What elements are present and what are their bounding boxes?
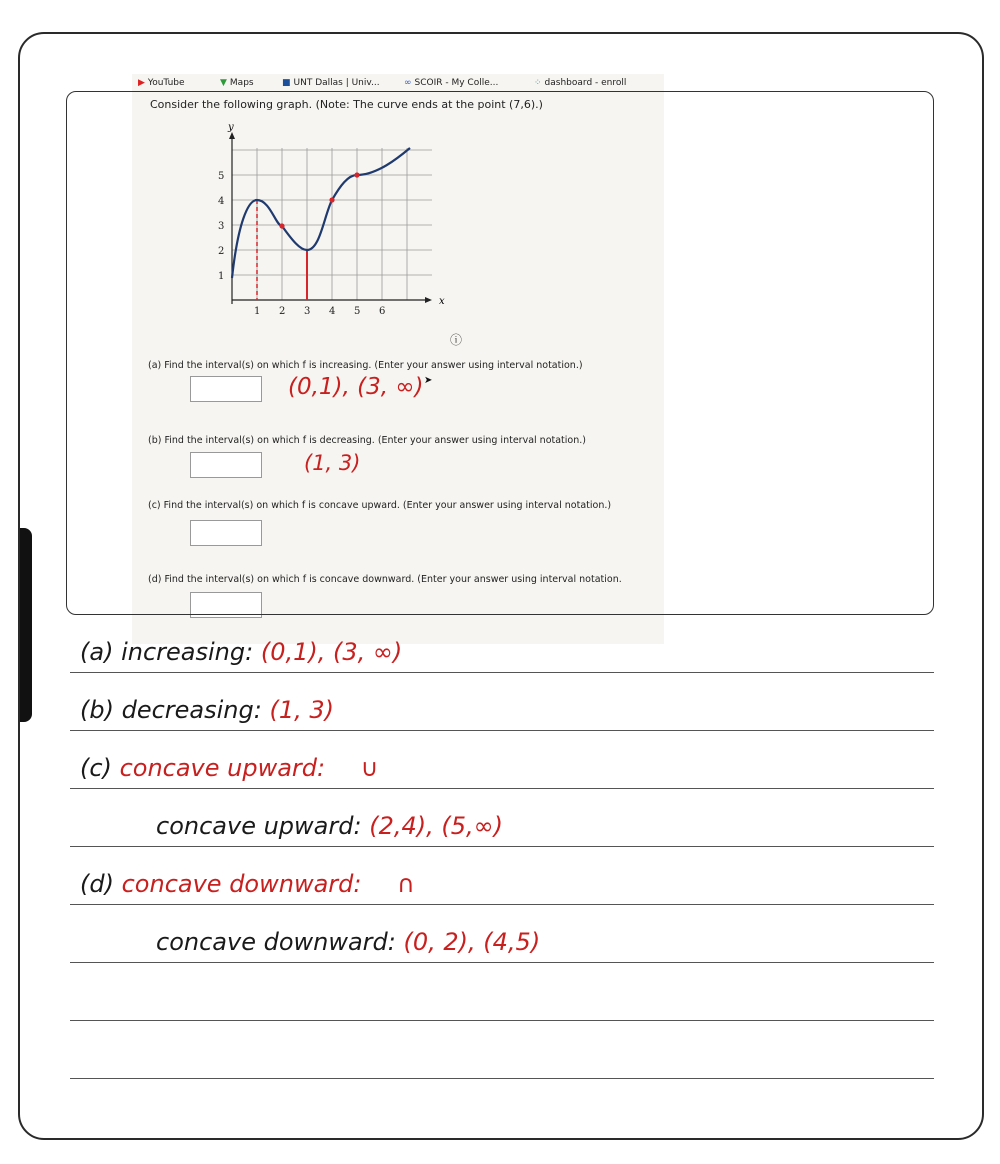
- note-concave-upward-heading: [80, 754, 378, 782]
- note-increasing: [80, 638, 402, 666]
- y-tick: 3: [218, 221, 225, 232]
- note-label: concave upward:: [156, 812, 362, 840]
- bookmark-maps[interactable]: ▼ Maps: [220, 78, 254, 88]
- youtube-icon: ▶: [138, 78, 145, 88]
- homework-screenshot: [132, 74, 664, 644]
- part-d-text: (d) Find the interval(s) on which f is concave downward. (Enter your answer using interval notation.: [148, 574, 622, 585]
- maps-icon: ▼: [220, 78, 227, 88]
- scoir-icon: ∞: [404, 78, 412, 88]
- bookmarks-bar: [132, 74, 664, 92]
- part-c-text: (c) Find the interval(s) on which f is concave upward. (Enter your answer using interval notation.): [148, 500, 612, 511]
- ruled-line: [70, 904, 934, 905]
- part-b-text: (b) Find the interval(s) on which f is decreasing. (Enter your answer using interval notation.): [148, 435, 586, 446]
- info-icon[interactable]: ⓘ: [450, 333, 463, 347]
- function-curve: [232, 148, 410, 278]
- ruled-line: [70, 788, 934, 789]
- x-axis-arrow-icon: [425, 297, 432, 303]
- y-tick-labels: [218, 171, 224, 282]
- note-keyword: concave downward:: [121, 870, 362, 898]
- x-tick: 1: [254, 306, 261, 317]
- y-axis-arrow-icon: [229, 132, 235, 139]
- x-tick: 5: [354, 306, 361, 317]
- ruled-line: [70, 672, 934, 673]
- worksheet-page: [18, 32, 984, 1140]
- note-decreasing: [80, 696, 334, 724]
- ruled-line: [70, 730, 934, 731]
- marker-point: [329, 197, 334, 202]
- note-label: concave downward:: [156, 928, 396, 956]
- function-graph: [202, 118, 445, 328]
- x-tick: 4: [329, 306, 336, 317]
- part-d-answer-input[interactable]: [190, 592, 262, 618]
- x-axis-label: x: [439, 296, 445, 307]
- y-tick: 4: [218, 196, 225, 207]
- dashboard-icon: ⁘: [534, 78, 542, 88]
- ruled-line: [70, 962, 934, 963]
- mouse-cursor-icon: ➤: [424, 375, 433, 386]
- bookmark-scoir[interactable]: ∞ SCOIR - My Colle...: [404, 78, 499, 88]
- note-concave-downward-heading: [80, 870, 415, 898]
- note-label: (b) decreasing:: [80, 696, 262, 724]
- part-b-handwritten: (1, 3): [304, 451, 361, 475]
- ruled-line: [70, 1078, 934, 1079]
- part-b-answer-input[interactable]: [190, 452, 262, 478]
- note-keyword: concave upward:: [119, 754, 326, 782]
- bookmark-dashboard[interactable]: ⁘ dashboard - enroll: [534, 78, 627, 88]
- marker-point: [279, 223, 284, 228]
- part-a-text: (a) Find the interval(s) on which f is increasing. (Enter your answer using interval notation.): [148, 360, 583, 371]
- question-prompt: Consider the following graph. (Note: The curve ends at the point (7,6).): [150, 98, 543, 111]
- note-label: (d): [80, 870, 114, 898]
- part-a-answer-input[interactable]: [190, 376, 262, 402]
- note-concave-downward: [156, 928, 540, 956]
- y-tick: 1: [218, 271, 225, 282]
- y-tick: 2: [218, 246, 225, 257]
- part-a-handwritten: (0,1), (3, ∞): [288, 374, 424, 400]
- x-tick-labels: [254, 306, 385, 317]
- binder-tab: [20, 528, 32, 722]
- note-value: (1, 3): [269, 696, 334, 724]
- note-value: (2,4), (5,∞): [369, 812, 503, 840]
- note-label: (c): [80, 754, 112, 782]
- cup-symbol-icon: ∪: [360, 754, 379, 782]
- y-axis-label: y: [228, 122, 234, 133]
- marker-point: [354, 172, 359, 177]
- ruled-line: [70, 846, 934, 847]
- note-value: (0, 2), (4,5): [403, 928, 541, 956]
- part-c-answer-input[interactable]: [190, 520, 262, 546]
- x-tick: 2: [279, 306, 286, 317]
- x-tick: 6: [379, 306, 386, 317]
- note-label: (a) increasing:: [80, 638, 254, 666]
- note-concave-upward: [156, 812, 503, 840]
- bookmark-youtube[interactable]: ▶ YouTube: [138, 78, 185, 88]
- x-tick: 3: [304, 306, 311, 317]
- note-value: (0,1), (3, ∞): [260, 638, 403, 666]
- inflection-markers: [279, 172, 359, 228]
- cap-symbol-icon: ∩: [397, 870, 415, 898]
- graph-grid: [232, 148, 432, 300]
- unt-icon: ■: [282, 78, 291, 88]
- y-tick: 5: [218, 171, 225, 182]
- bookmark-unt-dallas[interactable]: ■ UNT Dallas | Univ...: [282, 78, 380, 88]
- ruled-line: [70, 1020, 934, 1021]
